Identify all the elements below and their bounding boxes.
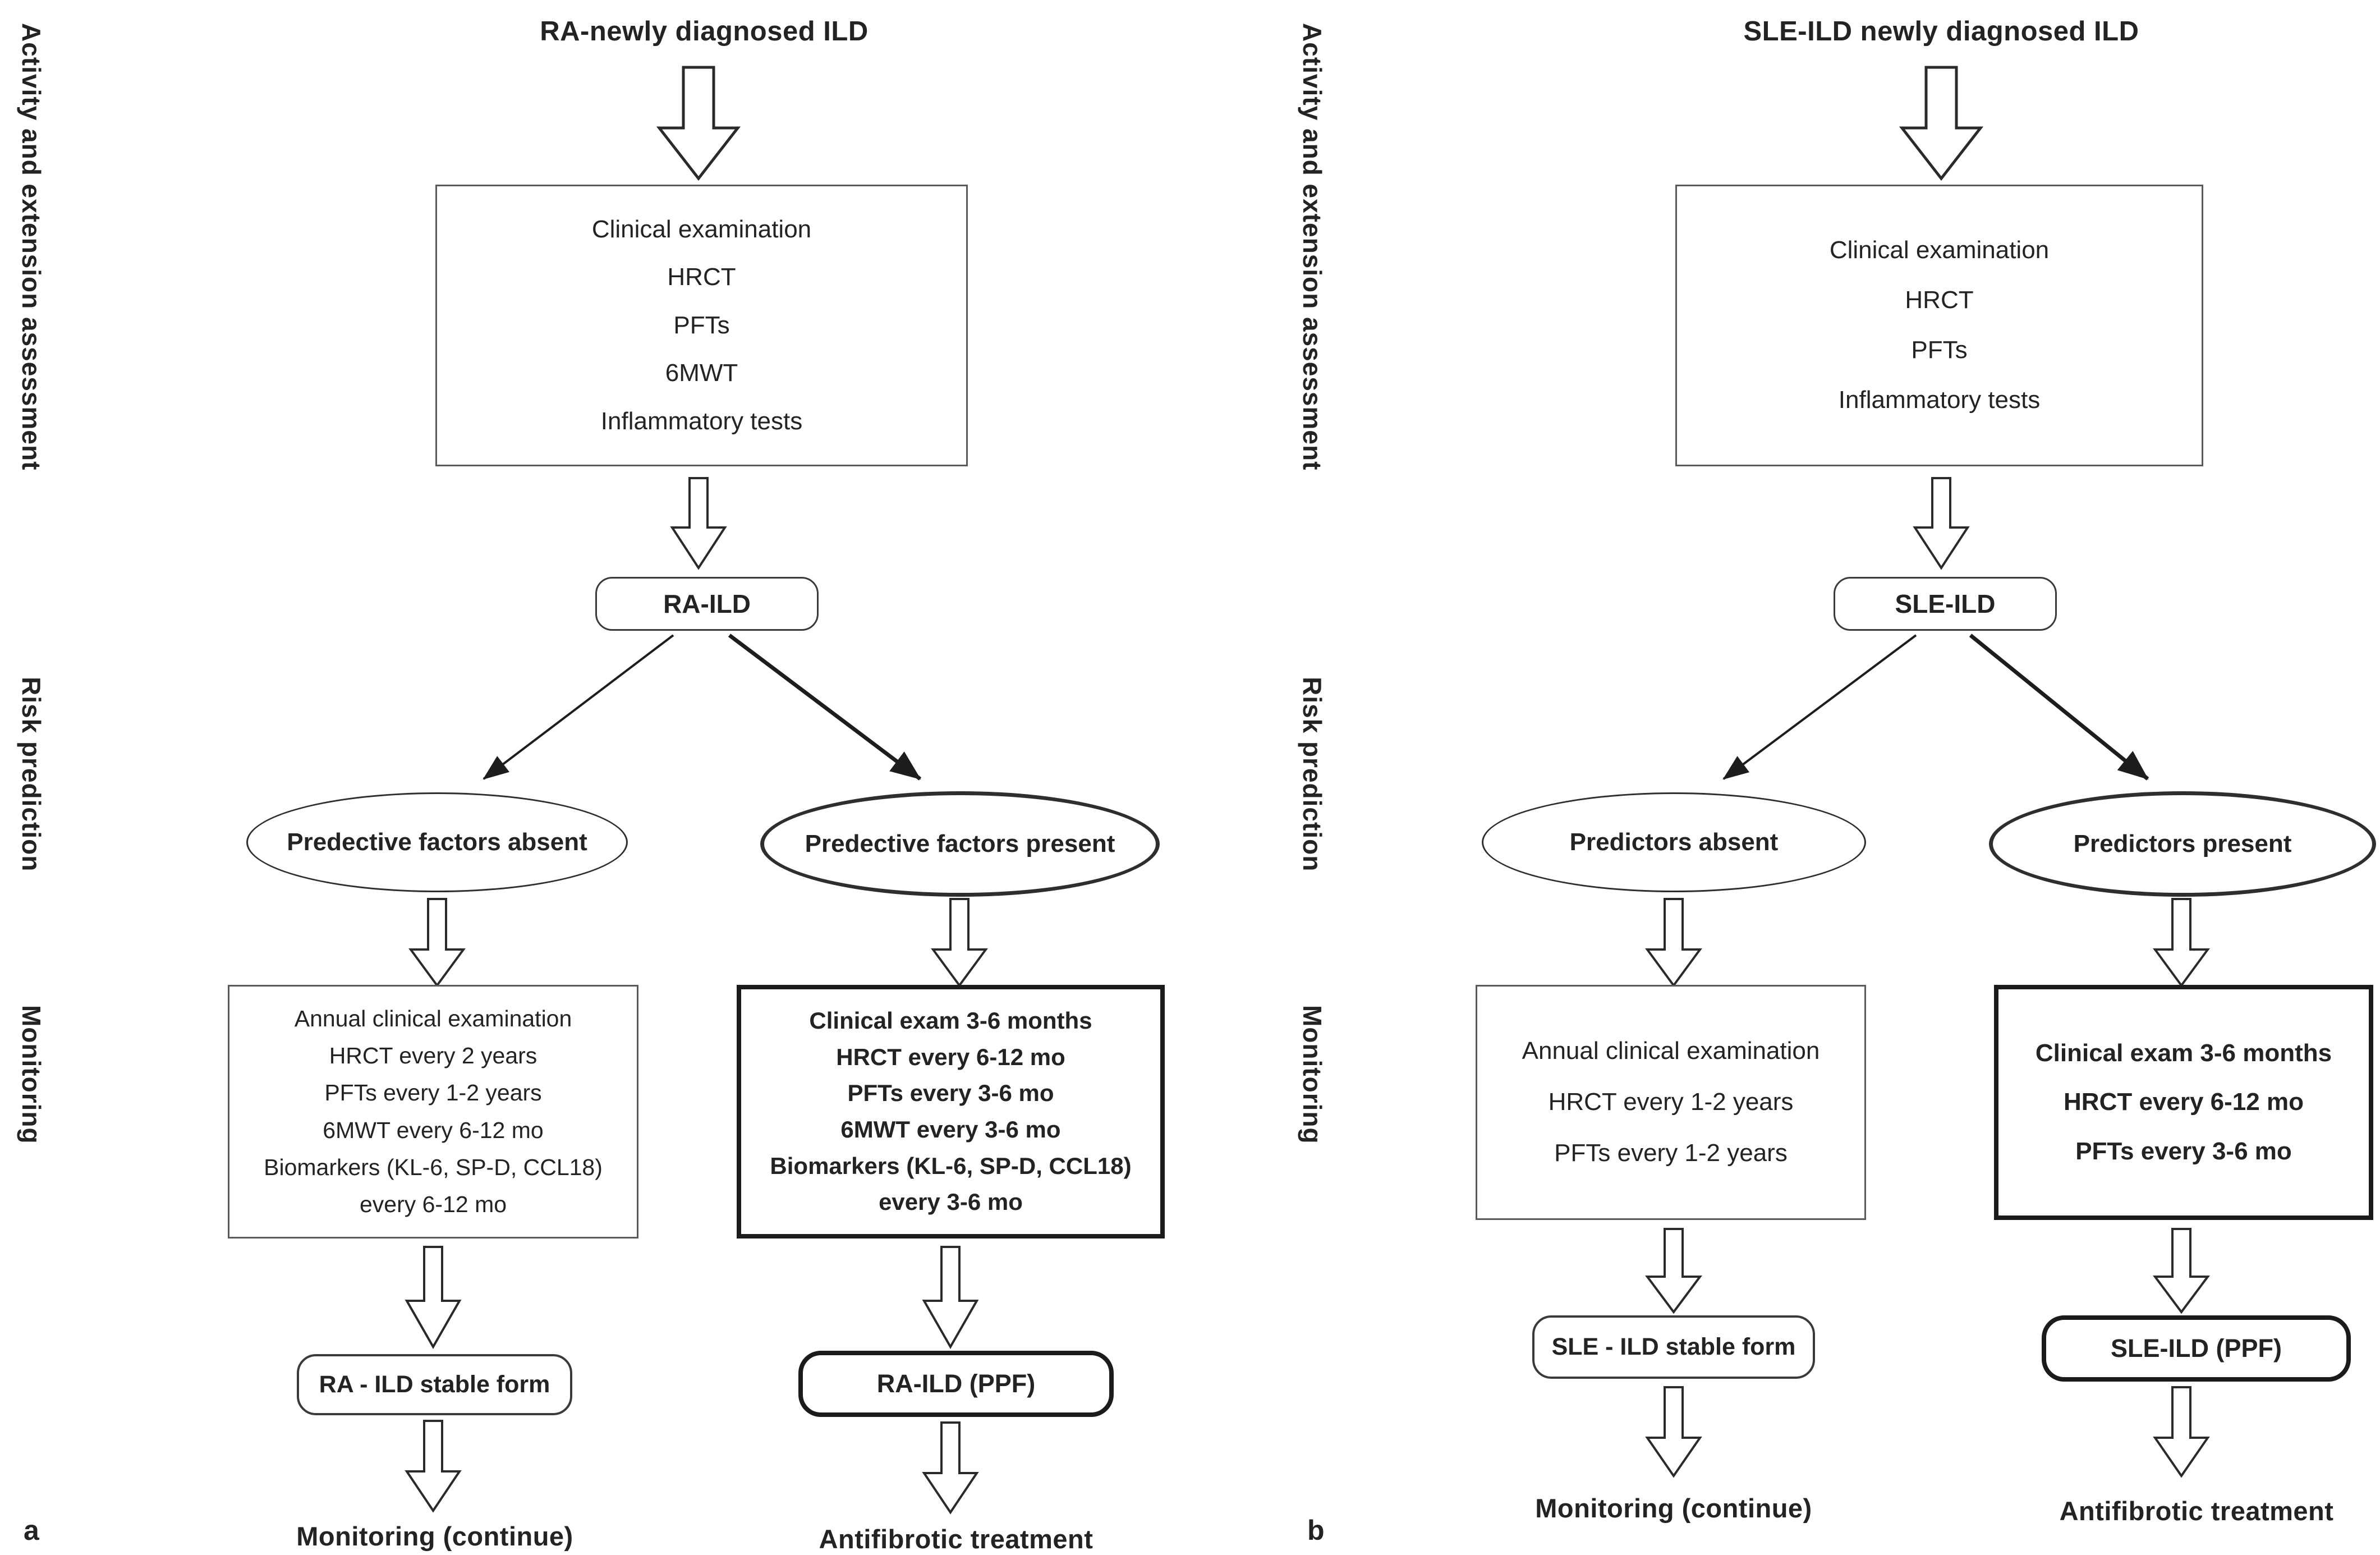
monitoring-line: Annual clinical examination <box>1522 1037 1820 1065</box>
workup-line: PFTs <box>673 311 730 339</box>
monitoring-present-box-a <box>737 985 1165 1239</box>
arrow-b-branch-absent <box>1724 635 1916 779</box>
progressive-node-a: RA-ILD (PPF) <box>798 1351 1114 1417</box>
stable-node-a: RA - ILD stable form <box>297 1354 572 1415</box>
workup-box-a <box>435 185 968 466</box>
arrow-a-monitoring-to-stable <box>407 1247 460 1347</box>
monitoring-line: HRCT every 6-12 mo <box>2064 1088 2304 1116</box>
arrow-a-present-to-monitoring <box>933 899 986 985</box>
monitoring-line: Clinical exam 3-6 months <box>2035 1039 2332 1067</box>
arrow-a-branch-absent <box>484 635 673 779</box>
disease-node-a: RA-ILD <box>595 577 819 631</box>
arrow-b-stable-to-outcome <box>1647 1387 1700 1476</box>
arrow-b-present-to-monitoring <box>2155 899 2208 985</box>
panel-b-title: SLE-ILD newly diagnosed ILD <box>1743 16 2139 47</box>
arrow-b-monitoring-to-ppf <box>2155 1229 2208 1312</box>
predictors-present-ellipse-b: Predictors present <box>1989 791 2376 897</box>
monitoring-absent-box-b <box>1476 985 1866 1220</box>
arrow-b-workup-to-node <box>1915 478 1968 568</box>
monitoring-line: every 6-12 mo <box>359 1191 507 1218</box>
monitoring-line: PFTs every 3-6 mo <box>847 1080 1054 1107</box>
section-label-risk-a: Risk prediction <box>17 677 46 872</box>
arrow-a-branch-present <box>729 635 920 779</box>
arrow-b-absent-to-monitoring <box>1647 899 1700 985</box>
arrow-a-ppf-to-outcome <box>924 1423 977 1512</box>
monitoring-absent-box-a <box>228 985 638 1239</box>
panel-letter-b: b <box>1307 1515 1325 1546</box>
section-label-monitoring-a: Monitoring <box>17 1005 46 1144</box>
progressive-node-b: SLE-ILD (PPF) <box>2042 1315 2351 1382</box>
stable-node-b: SLE - ILD stable form <box>1532 1315 1815 1379</box>
monitoring-line: Biomarkers (KL-6, SP-D, CCL18) <box>264 1154 603 1180</box>
arrow-b-branch-present <box>1970 635 2148 779</box>
outcome-absent-b: Monitoring (continue) <box>1535 1493 1812 1523</box>
workup-line: HRCT <box>1905 286 1974 314</box>
section-label-assessment-a: Activity and extension assessment <box>17 23 46 471</box>
arrow-a-monitoring-to-ppf <box>924 1247 977 1347</box>
predictors-present-ellipse-a: Predective factors present <box>760 791 1160 897</box>
predictors-absent-ellipse-a: Predective factors absent <box>246 792 628 892</box>
monitoring-line: PFTs every 3-6 mo <box>2075 1137 2292 1165</box>
workup-line: HRCT <box>667 263 736 291</box>
monitoring-line: PFTs every 1-2 years <box>1554 1139 1788 1167</box>
arrow-a-title-to-workup <box>659 67 738 178</box>
workup-line: Inflammatory tests <box>600 407 803 435</box>
monitoring-line: Biomarkers (KL-6, SP-D, CCL18) <box>770 1152 1132 1179</box>
workup-line: Clinical examination <box>1829 236 2050 264</box>
monitoring-line: HRCT every 6-12 mo <box>836 1043 1065 1070</box>
monitoring-line: HRCT every 2 years <box>329 1042 537 1068</box>
monitoring-line: 6MWT every 3-6 mo <box>840 1116 1061 1143</box>
disease-node-b: SLE-ILD <box>1834 577 2057 631</box>
workup-line: Clinical examination <box>591 215 812 243</box>
workup-line: Inflammatory tests <box>1838 386 2041 414</box>
outcome-present-a: Antifibrotic treatment <box>819 1524 1093 1554</box>
panel-letter-a: a <box>24 1515 39 1546</box>
monitoring-line: Annual clinical examination <box>294 1005 572 1031</box>
section-label-assessment-b: Activity and extension assessment <box>1298 23 1327 471</box>
arrow-b-monitoring-to-stable <box>1647 1229 1700 1312</box>
arrow-b-title-to-workup <box>1902 67 1981 178</box>
monitoring-line: PFTs every 1-2 years <box>324 1080 542 1106</box>
arrow-b-ppf-to-outcome <box>2155 1387 2208 1476</box>
arrow-a-stable-to-outcome <box>407 1421 460 1511</box>
arrow-a-workup-to-node <box>672 478 725 568</box>
outcome-absent-a: Monitoring (continue) <box>296 1521 573 1551</box>
section-label-monitoring-b: Monitoring <box>1298 1005 1327 1144</box>
workup-line: PFTs <box>1911 336 1968 364</box>
predictors-absent-ellipse-b: Predictors absent <box>1482 792 1866 892</box>
monitoring-line: every 3-6 mo <box>879 1189 1023 1215</box>
monitoring-line: HRCT every 1-2 years <box>1548 1088 1794 1116</box>
panel-a-title: RA-newly diagnosed ILD <box>540 16 869 47</box>
monitoring-line: Clinical exam 3-6 months <box>809 1007 1092 1034</box>
workup-box-b <box>1675 185 2203 466</box>
monitoring-present-box-b <box>1994 985 2373 1220</box>
workup-line: 6MWT <box>665 359 738 387</box>
monitoring-line: 6MWT every 6-12 mo <box>323 1117 544 1143</box>
outcome-present-b: Antifibrotic treatment <box>2059 1496 2334 1526</box>
section-label-risk-b: Risk prediction <box>1298 677 1327 872</box>
arrow-a-absent-to-monitoring <box>411 899 463 985</box>
